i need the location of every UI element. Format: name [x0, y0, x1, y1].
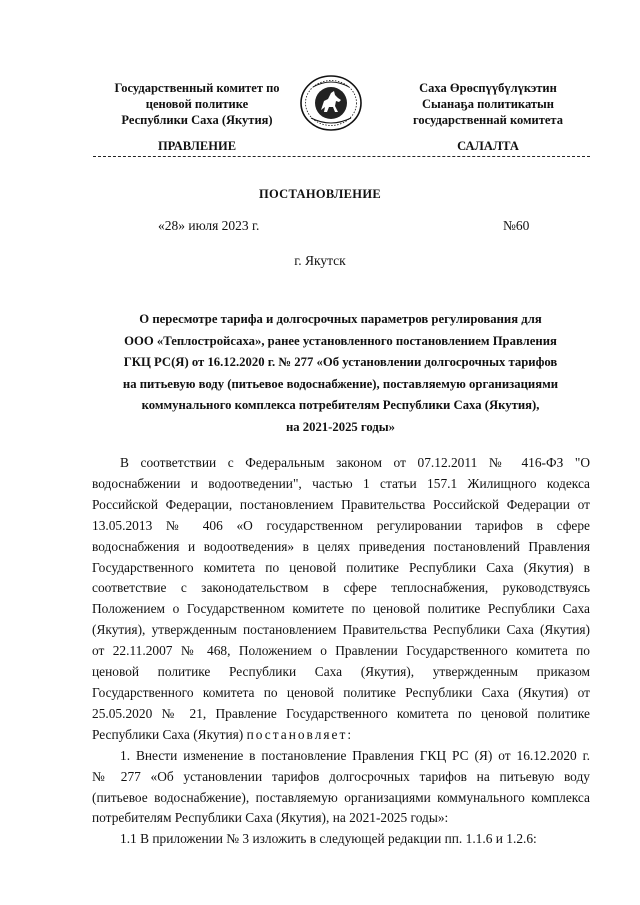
preamble-line: водоснабжении и водоотведении", частью 1 статьи 157.1 Жилищного кодекса — [92, 475, 590, 491]
preamble-line: соответствие с законодательством в сфере теплоснабжения, руководствуясь — [92, 580, 590, 596]
item-1-last-line: потребителям Республики Саха (Якутия), на 2021-2025 годы»: — [92, 810, 449, 826]
right-board-title: САЛАЛТА — [457, 139, 519, 153]
preamble-line: Государственного комитета по ценовой политике Республики Саха (Якутия) в — [92, 559, 590, 575]
item-1-line: 1. Внести изменение в постановление Правления ГКЦ РС (Я) от 16.12.2020 г. — [120, 747, 590, 763]
preamble-last-line — [92, 725, 590, 746]
preamble-line: Положением о Государственном комитете по ценовой политике Республики Саха — [92, 601, 590, 617]
preamble-line: В соответствии с Федеральным законом от 07.12.2011 № 416-ФЗ "О — [120, 455, 590, 470]
document-date: «28» июля 2023 г. — [158, 218, 260, 233]
left-organization-name — [92, 80, 302, 128]
preamble-line: от 22.11.2007 № 468, Положением о Правлении Государственного комитета по — [92, 643, 590, 659]
preamble-last-text: Республики Саха (Якутия) — [92, 726, 247, 742]
preamble-line: 13.05.2013 № 406 «О государственном регулировании тарифов в сфере — [92, 517, 590, 533]
title-line: на питьевую воду (питьевое водоснабжение), поставляемую организациями — [122, 376, 559, 391]
right-org-line: государственнай комитета — [413, 113, 563, 127]
title-line: на 2021-2025 годы» — [285, 419, 396, 434]
right-organization-name — [388, 80, 588, 128]
item-1-1-line: 1.1 В приложении № 3 изложить в следующей редакции пп. 1.1.6 и 1.2.6: — [120, 831, 537, 847]
item-1-line: № 277 «Об установлении тарифов долгосрочных тарифов на питьевую воду — [92, 768, 590, 784]
title-line: ООО «Теплостройсаха», ранее установленного постановлением Правления — [124, 333, 557, 348]
preamble-line: Государственного комитета по ценовой политике Республики Саха (Якутия) от — [92, 684, 590, 700]
document-title — [92, 309, 589, 438]
preamble-line: 25.05.2020 № 21, Правление Государственного комитета по ценовой политике — [92, 705, 590, 721]
left-org-line: Государственный комитет по — [114, 81, 280, 95]
preamble-line: Российской Федерации, постановлением Правительства Российской Федерации от — [92, 496, 590, 512]
resolves-word: постановляет: — [246, 726, 354, 742]
title-line: О пересмотре тарифа и долгосрочных параметров регулирования для — [139, 312, 542, 326]
title-line: ГКЦ РС(Я) от 16.12.2020 г. № 277 «Об установлении долгосрочных тарифов — [123, 355, 558, 369]
preamble-line: (Якутия), утвержденным постановлением Правительства Республики Саха (Якутия) — [92, 622, 590, 638]
title-line: коммунального комплекса потребителям Республики Саха (Якутия), — [141, 398, 540, 412]
coat-of-arms-emblem — [297, 74, 365, 132]
right-org-line: Саха Өрөспүүбүлүкэтин — [419, 81, 557, 95]
document-body — [92, 453, 590, 850]
preamble-line: водоснабжения и водоотведения» в целях приведения постановлений Правления — [92, 538, 590, 554]
left-org-line: Республики Саха (Якутия) — [121, 113, 273, 127]
preamble-line: ценовой политике Республики Саха (Якутия), утвержденным приказом — [92, 664, 590, 680]
right-org-line: Сыанаҕа политикатын — [422, 97, 554, 111]
document-city: г. Якутск — [294, 253, 346, 268]
document-number: №60 — [503, 218, 530, 233]
item-1-line: (питьевое водоснабжение), поставляемую организациями коммунального комплекса — [92, 789, 590, 805]
header-divider — [93, 156, 590, 157]
document-type: ПОСТАНОВЛЕНИЕ — [258, 187, 381, 201]
left-board-title: ПРАВЛЕНИЕ — [157, 139, 237, 153]
left-org-line: ценовой политике — [145, 97, 249, 111]
